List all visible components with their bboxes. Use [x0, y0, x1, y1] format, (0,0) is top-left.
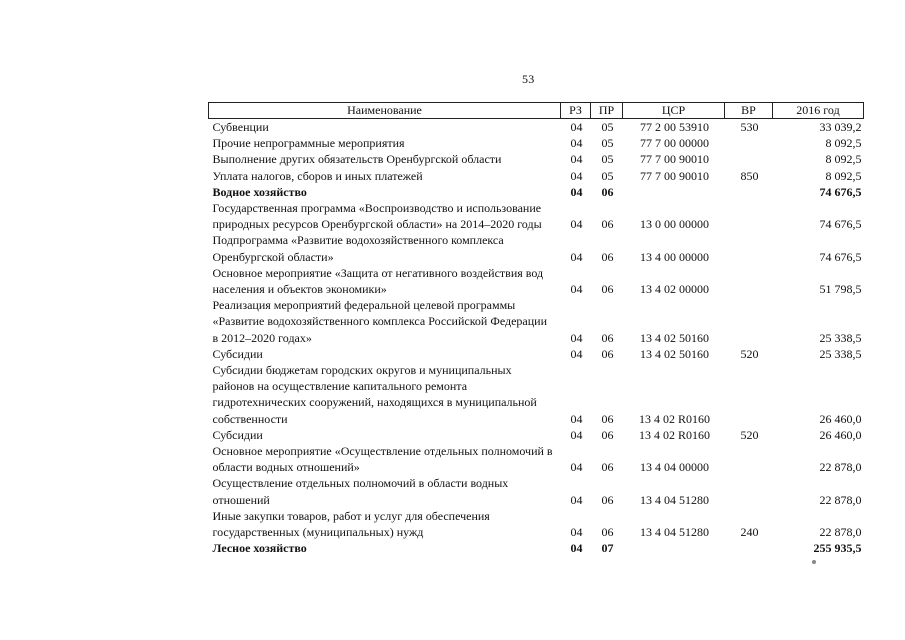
- table-row: [209, 200, 864, 232]
- table-row: [209, 168, 864, 184]
- cell-amount: 22 878,0: [819, 492, 862, 507]
- cell-amount: 74 676,5: [819, 249, 862, 264]
- cell-name: Выполнение других обязательств Оренбургской области: [212, 152, 502, 167]
- table-row: [209, 119, 864, 136]
- cell-csr: 77 7 00 90010: [640, 152, 709, 167]
- cell-rz: 04: [570, 152, 583, 167]
- table-row: [209, 540, 864, 556]
- cell-csr: 13 4 02 00000: [640, 282, 709, 297]
- cell-vr: 850: [740, 168, 759, 183]
- cell-csr: 13 4 02 R0160: [638, 427, 710, 442]
- cell-amount: 8 092,5: [825, 136, 862, 151]
- cell-pr: 06: [601, 460, 614, 475]
- cell-vr: [725, 265, 773, 297]
- cell-name: Осуществление отдельных полномочий в области водных отношений: [212, 476, 509, 507]
- cell-csr: 13 0 00 00000: [640, 217, 709, 232]
- cell-vr: 520: [740, 427, 759, 442]
- cell-csr: [623, 540, 725, 556]
- cell-name: Государственная программа «Воспроизводство и использование природных ресурсов Оренбургской области» на 2014–2020 годы: [212, 201, 542, 232]
- cell-amount: 22 878,0: [819, 525, 862, 540]
- cell-pr: 05: [601, 136, 614, 151]
- cell-name: Субсидии бюджетам городских округов и муниципальных районов на осуществление капитального ремонта гидротехнических сооружений, находящихся в муниципальной собственности: [212, 363, 537, 426]
- header-name: Наименование: [209, 103, 561, 119]
- cell-csr: 13 4 00 00000: [640, 249, 709, 264]
- cell-csr: 77 7 00 90010: [640, 168, 709, 183]
- cell-vr: [725, 184, 773, 200]
- cell-name: Уплата налогов, сборов и иных платежей: [212, 168, 423, 183]
- cell-vr: [725, 151, 773, 167]
- cell-amount: 25 338,5: [819, 346, 862, 361]
- cell-rz: 04: [570, 346, 583, 361]
- cell-pr: 06: [601, 525, 614, 540]
- table-row: [209, 151, 864, 167]
- cell-vr: [725, 200, 773, 232]
- cell-vr: [725, 135, 773, 151]
- cell-pr: 06: [601, 249, 614, 264]
- table-row: [209, 362, 864, 427]
- scan-artifact-dot: [812, 560, 816, 564]
- cell-pr: 06: [601, 330, 614, 345]
- cell-name: Прочие непрограммные мероприятия: [212, 136, 405, 151]
- cell-pr: 06: [601, 411, 614, 426]
- table-body: [209, 119, 864, 557]
- cell-amount: 26 460,0: [819, 411, 862, 426]
- table-row: [209, 135, 864, 151]
- table-row: [209, 475, 864, 507]
- table-header: [209, 103, 864, 119]
- cell-vr: [725, 443, 773, 475]
- header-year: 2016 год: [773, 103, 864, 119]
- cell-pr: 06: [601, 282, 614, 297]
- cell-amount: 255 935,5: [813, 541, 862, 556]
- cell-pr: 06: [601, 346, 614, 361]
- header-vr: ВР: [725, 103, 773, 119]
- cell-vr: [725, 232, 773, 264]
- table-row: [209, 427, 864, 443]
- budget-table: [208, 102, 864, 556]
- cell-amount: 22 878,0: [819, 460, 862, 475]
- cell-vr: 530: [740, 120, 759, 134]
- cell-pr: 05: [601, 120, 614, 134]
- cell-rz: 04: [570, 492, 583, 507]
- cell-rz: 04: [570, 427, 583, 442]
- cell-amount: 74 676,5: [819, 217, 862, 232]
- table-header-row: [209, 103, 864, 119]
- cell-csr: 13 4 02 50160: [640, 330, 709, 345]
- cell-csr: [623, 184, 725, 200]
- table-row: [209, 346, 864, 362]
- cell-pr: 05: [601, 168, 614, 183]
- cell-rz: 04: [570, 120, 583, 134]
- table-row: [209, 265, 864, 297]
- cell-name: Субсидии: [212, 346, 263, 361]
- cell-name: Водное хозяйство: [212, 184, 307, 199]
- table-row: [209, 443, 864, 475]
- cell-csr: 77 7 00 00000: [640, 136, 709, 151]
- cell-csr: 13 4 04 00000: [640, 460, 709, 475]
- cell-name: Иные закупки товаров, работ и услуг для обеспечения государственных (муниципальных) нужд: [212, 508, 490, 540]
- cell-rz: 04: [570, 168, 583, 183]
- cell-amount: 74 676,5: [819, 184, 862, 199]
- cell-name: Субвенции: [212, 120, 269, 134]
- cell-amount: 8 092,5: [825, 168, 862, 183]
- cell-name: Субсидии: [212, 427, 263, 442]
- cell-csr: 13 4 02 50160: [640, 346, 709, 361]
- cell-vr: [725, 362, 773, 427]
- cell-amount: 26 460,0: [819, 427, 862, 442]
- cell-rz: 04: [570, 282, 583, 297]
- cell-csr: 13 4 02 R0160: [638, 411, 710, 426]
- cell-amount: 25 338,5: [819, 330, 862, 345]
- cell-vr: [725, 540, 773, 556]
- cell-pr: 06: [601, 184, 614, 199]
- cell-amount: 33 039,2: [819, 120, 862, 134]
- cell-name: Подпрограмма «Развитие водохозяйственного комплекса Оренбургской области»: [212, 233, 504, 264]
- cell-rz: 04: [570, 525, 583, 540]
- cell-csr: 13 4 04 51280: [640, 492, 709, 507]
- cell-pr: 05: [601, 152, 614, 167]
- table-row: [209, 232, 864, 264]
- cell-amount: 8 092,5: [825, 152, 862, 167]
- cell-vr: 520: [740, 346, 759, 361]
- table-row: [209, 508, 864, 540]
- cell-vr: 240: [740, 525, 759, 540]
- cell-rz: 04: [570, 136, 583, 151]
- cell-vr: [725, 297, 773, 346]
- cell-rz: 04: [570, 330, 583, 345]
- header-rz: РЗ: [561, 103, 591, 119]
- table-row: [209, 297, 864, 346]
- cell-name: Реализация мероприятий федеральной целевой программы «Развитие водохозяйственного комплекса Российской Федерации в 2012–2020 годах»: [212, 298, 548, 345]
- cell-amount: 51 798,5: [819, 282, 862, 297]
- header-pr: ПР: [591, 103, 623, 119]
- cell-rz: 04: [570, 217, 583, 232]
- cell-csr: 77 2 00 53910: [640, 120, 709, 134]
- cell-rz: 04: [570, 541, 583, 556]
- cell-pr: 06: [601, 492, 614, 507]
- cell-csr: 13 4 04 51280: [640, 525, 709, 540]
- cell-vr: [725, 475, 773, 507]
- cell-rz: 04: [570, 411, 583, 426]
- page-number: 53: [522, 72, 535, 86]
- header-csr: ЦСР: [623, 103, 725, 119]
- cell-rz: 04: [570, 184, 583, 199]
- table-row: [209, 184, 864, 200]
- cell-pr: 06: [601, 217, 614, 232]
- cell-pr: 06: [601, 427, 614, 442]
- cell-name: Лесное хозяйство: [212, 541, 307, 556]
- cell-name: Основное мероприятие «Защита от негативного воздействия вод населения и объектов экономики»: [212, 265, 544, 297]
- cell-rz: 04: [570, 249, 583, 264]
- cell-rz: 04: [570, 460, 583, 475]
- cell-pr: 07: [601, 541, 614, 556]
- cell-name: Основное мероприятие «Осуществление отдельных полномочий в области водных отношений»: [212, 444, 553, 475]
